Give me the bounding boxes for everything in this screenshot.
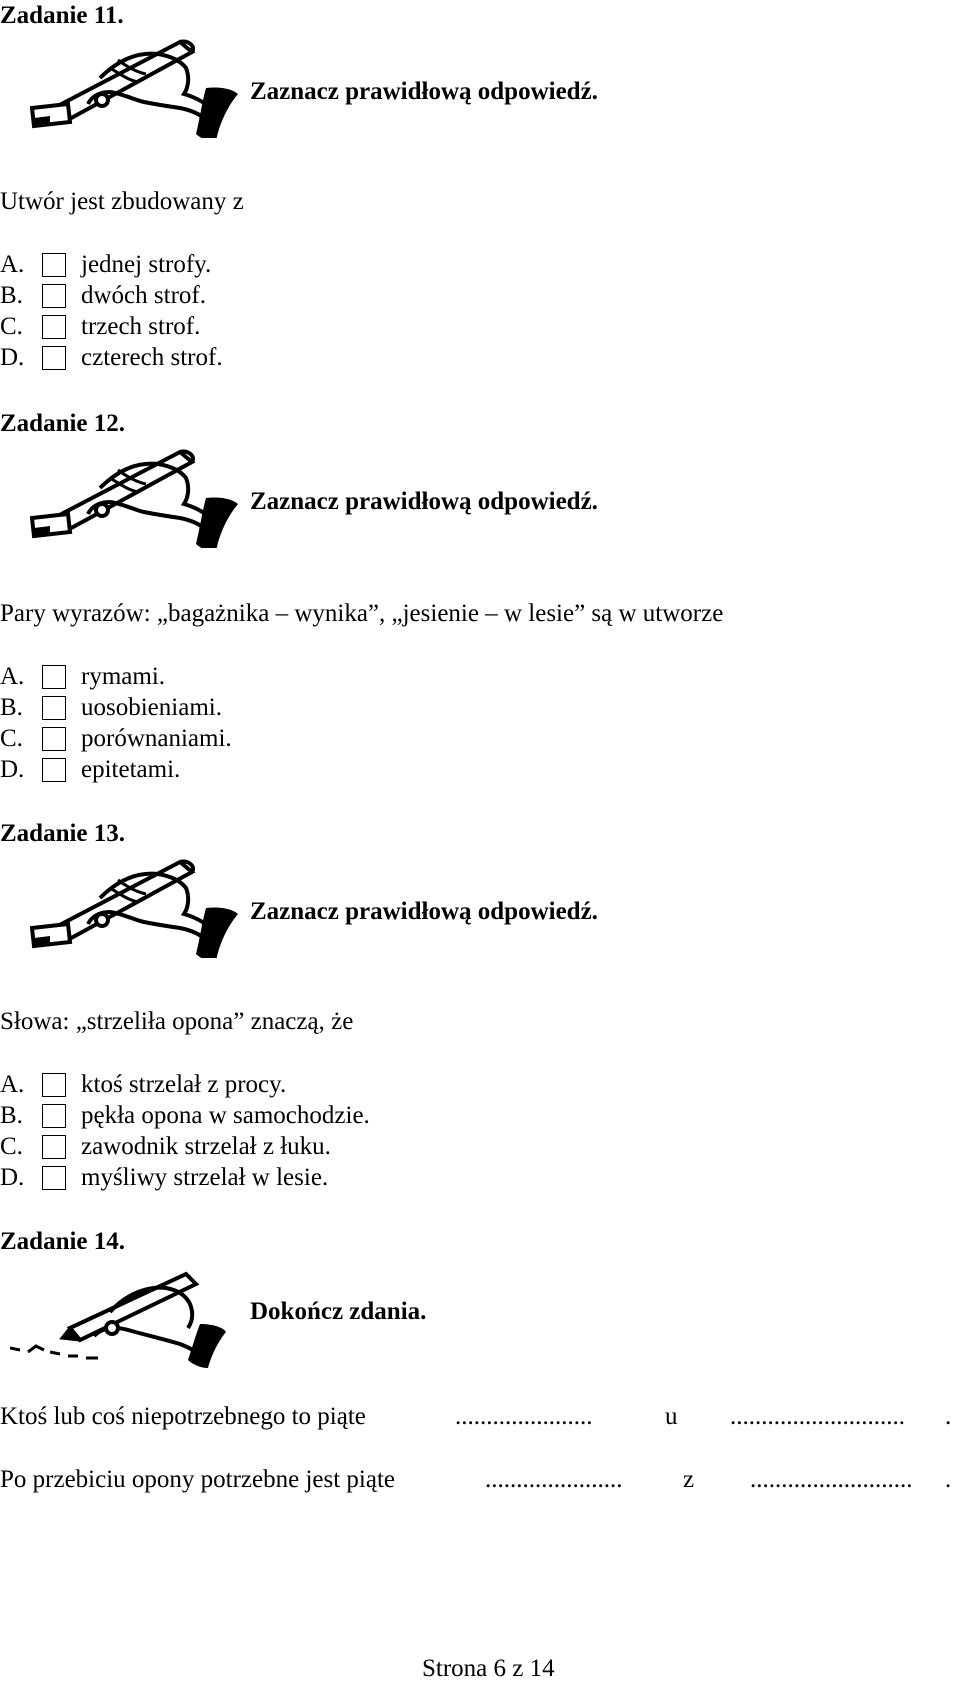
- blank-input[interactable]: ......................: [485, 1466, 623, 1493]
- option-11-b[interactable]: B. dwóch strof.: [0, 282, 206, 309]
- option-11-a[interactable]: A. jednej strofy.: [0, 251, 212, 278]
- task-11-question: Utwór jest zbudowany z: [0, 188, 244, 215]
- task-12-instruction: Zaznacz prawidłową odpowiedź.: [250, 488, 598, 515]
- option-12-a[interactable]: A. rymami.: [0, 663, 166, 690]
- page-number: Strona 6 z 14: [422, 1655, 555, 1682]
- blank-input[interactable]: ..........................: [750, 1466, 913, 1493]
- hand-writing-icon: [30, 858, 240, 958]
- hand-writing-icon: [10, 1268, 230, 1368]
- task-13-heading: Zadanie 13.: [0, 820, 126, 847]
- task-11-instruction: Zaznacz prawidłową odpowiedź.: [250, 78, 598, 105]
- task-13-question: Słowa: „strzeliła opona” znaczą, że: [0, 1008, 354, 1035]
- option-11-d[interactable]: D. czterech strof.: [0, 344, 223, 371]
- task-12-question: Pary wyrazów: „bagażnika – wynika”, „jesienie – w lesie” są w utworze: [0, 600, 724, 627]
- checkbox[interactable]: [42, 253, 66, 277]
- task-11-heading: Zadanie 11.: [0, 2, 124, 29]
- sentence-2-start: Po przebiciu opony potrzebne jest piąte: [0, 1466, 396, 1493]
- hand-writing-icon: [30, 448, 240, 548]
- task-14-instruction: Dokończ zdania.: [250, 1298, 427, 1325]
- task-14-heading: Zadanie 14.: [0, 1228, 126, 1255]
- checkbox[interactable]: [42, 1166, 66, 1190]
- blank-input[interactable]: ......................: [455, 1403, 593, 1430]
- sentence-1-end: .: [945, 1403, 952, 1430]
- sentence-2-end: .: [945, 1466, 952, 1493]
- checkbox[interactable]: [42, 665, 66, 689]
- checkbox[interactable]: [42, 727, 66, 751]
- option-12-b[interactable]: B. uosobieniami.: [0, 694, 222, 721]
- checkbox[interactable]: [42, 1135, 66, 1159]
- checkbox[interactable]: [42, 284, 66, 308]
- checkbox[interactable]: [42, 1104, 66, 1128]
- sentence-1-joiner: u: [665, 1403, 678, 1430]
- hand-writing-icon: [30, 38, 240, 138]
- sentence-1-start: Ktoś lub coś niepotrzebnego to piąte: [0, 1403, 366, 1430]
- option-13-d[interactable]: D. myśliwy strzelał w lesie.: [0, 1164, 329, 1191]
- task-12-heading: Zadanie 12.: [0, 410, 126, 437]
- option-11-c[interactable]: C. trzech strof.: [0, 313, 201, 340]
- option-13-a[interactable]: A. ktoś strzelał z procy.: [0, 1071, 287, 1098]
- checkbox[interactable]: [42, 315, 66, 339]
- sentence-2-joiner: z: [683, 1466, 695, 1493]
- option-13-c[interactable]: C. zawodnik strzelał z łuku.: [0, 1133, 331, 1160]
- option-12-c[interactable]: C. porównaniami.: [0, 725, 232, 752]
- option-13-b[interactable]: B. pękła opona w samochodzie.: [0, 1102, 370, 1129]
- task-13-instruction: Zaznacz prawidłową odpowiedź.: [250, 898, 598, 925]
- blank-input[interactable]: ............................: [730, 1403, 905, 1430]
- checkbox[interactable]: [42, 696, 66, 720]
- option-12-d[interactable]: D. epitetami.: [0, 756, 181, 783]
- checkbox[interactable]: [42, 346, 66, 370]
- checkbox[interactable]: [42, 758, 66, 782]
- checkbox[interactable]: [42, 1073, 66, 1097]
